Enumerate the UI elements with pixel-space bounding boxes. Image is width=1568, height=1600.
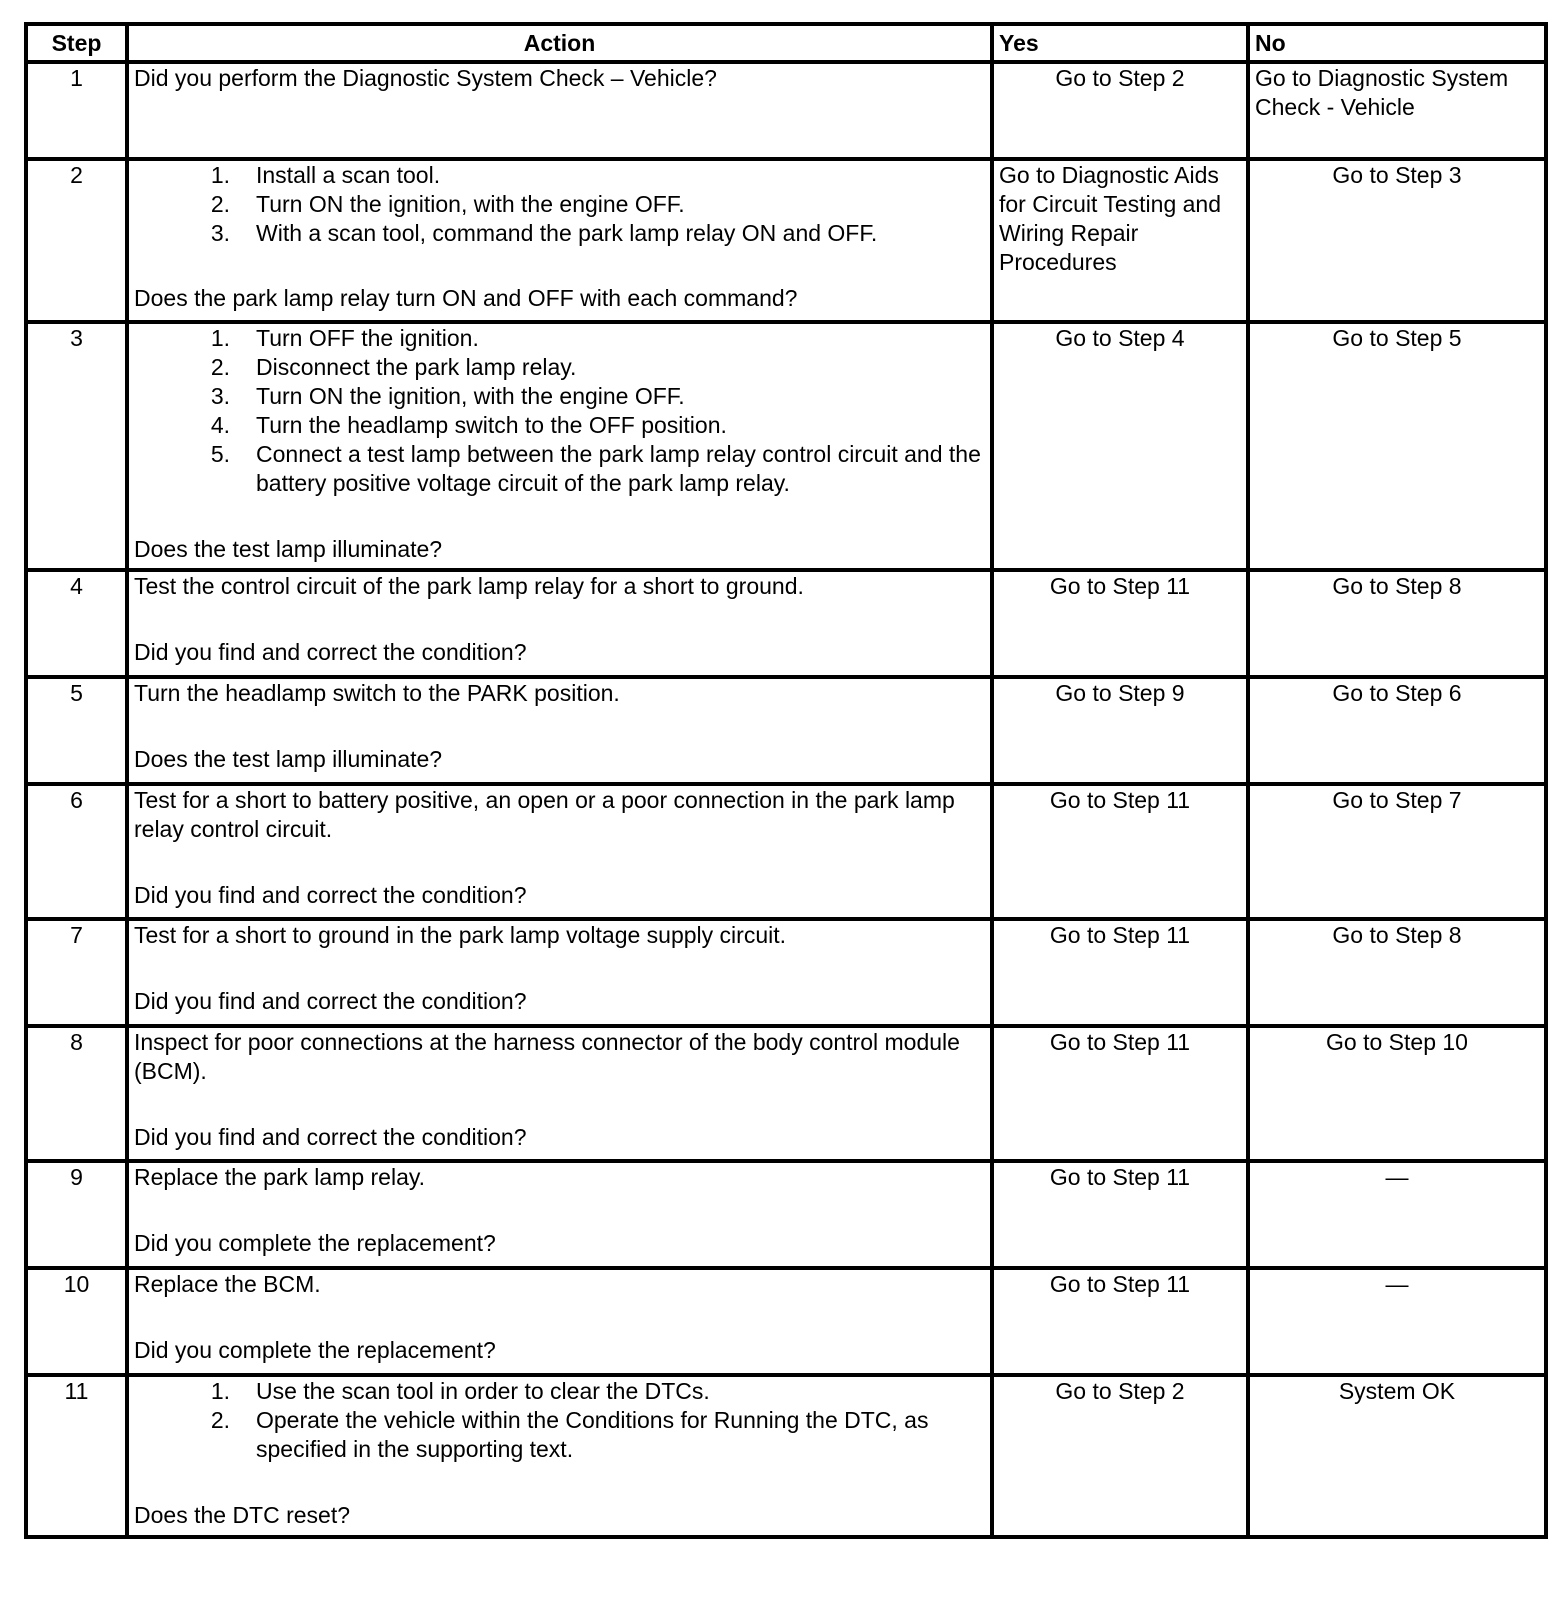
action-cell	[127, 62, 992, 159]
action-cell	[127, 322, 992, 570]
action-question: Does the DTC reset?	[134, 1502, 351, 1528]
yes-cell: Go to Step 11	[992, 784, 1248, 919]
no-cell: Go to Step 7	[1248, 784, 1546, 919]
table-row-step-3	[26, 322, 1546, 570]
no-cell: Go to Step 3	[1248, 159, 1546, 322]
action-text: Turn the headlamp switch to the PARK position.	[134, 680, 620, 706]
action-question: Did you complete the replacement?	[134, 1230, 496, 1256]
table-row-step-6	[26, 784, 1546, 919]
action-text: Replace the BCM.	[134, 1271, 321, 1297]
action-question: Did you find and correct the condition?	[134, 988, 527, 1014]
action-cell	[127, 159, 992, 322]
action-text: Test the control circuit of the park lamp relay for a short to ground.	[134, 573, 804, 599]
header-action: Action	[127, 24, 992, 62]
table-row-step-9	[26, 1161, 1546, 1268]
step-number: 2	[26, 159, 127, 322]
table-row-step-10	[26, 1268, 1546, 1375]
procedure-list	[134, 324, 985, 498]
header-row	[26, 24, 1546, 62]
yes-cell: Go to Step 9	[992, 677, 1248, 784]
list-item: 2. Turn ON the ignition, with the engine OFF.	[210, 191, 685, 217]
list-item: 1. Use the scan tool in order to clear the DTCs.	[210, 1378, 710, 1404]
yes-cell: Go to Step 11	[992, 1026, 1248, 1161]
list-item: 2. Operate the vehicle within the Conditions for Running the DTC, as specified in the supporting text.	[210, 1407, 929, 1462]
step-number: 6	[26, 784, 127, 919]
header-yes: Yes	[992, 24, 1248, 62]
yes-cell: Go to Diagnostic Aids for Circuit Testing and Wiring Repair Procedures	[992, 159, 1248, 322]
list-item: 1. Turn OFF the ignition.	[210, 325, 479, 351]
step-number: 8	[26, 1026, 127, 1161]
no-cell: Go to Diagnostic System Check - Vehicle	[1248, 62, 1546, 159]
action-cell	[127, 677, 992, 784]
action-question: Did you find and correct the condition?	[134, 1124, 527, 1150]
action-question: Does the test lamp illuminate?	[134, 536, 443, 562]
header-step: Step	[26, 24, 127, 62]
table-row-step-4	[26, 570, 1546, 677]
action-cell	[127, 1375, 992, 1537]
list-item: 3. With a scan tool, command the park lamp relay ON and OFF.	[210, 220, 878, 246]
list-item: 3. Turn ON the ignition, with the engine OFF.	[210, 383, 685, 409]
header-no: No	[1248, 24, 1546, 62]
procedure-list	[134, 161, 985, 248]
step-number: 1	[26, 62, 127, 159]
yes-cell: Go to Step 4	[992, 322, 1248, 570]
table-row-step-8	[26, 1026, 1546, 1161]
no-cell: —	[1248, 1161, 1546, 1268]
action-text: Replace the park lamp relay.	[134, 1164, 426, 1190]
step-number: 3	[26, 322, 127, 570]
action-question: Did you find and correct the condition?	[134, 639, 527, 665]
no-cell: Go to Step 10	[1248, 1026, 1546, 1161]
yes-cell: Go to Step 11	[992, 919, 1248, 1026]
no-cell: Go to Step 5	[1248, 322, 1546, 570]
action-text: Did you perform the Diagnostic System Check – Vehicle?	[134, 65, 717, 91]
no-cell: Go to Step 8	[1248, 570, 1546, 677]
no-cell: System OK	[1248, 1375, 1546, 1537]
action-text: Inspect for poor connections at the harness connector of the body control module (BCM).	[134, 1029, 960, 1084]
action-cell	[127, 570, 992, 677]
list-item: 2. Disconnect the park lamp relay.	[210, 354, 577, 380]
action-question: Did you find and correct the condition?	[134, 882, 527, 908]
table-row-step-11	[26, 1375, 1546, 1537]
step-number: 11	[26, 1375, 127, 1537]
no-cell: —	[1248, 1268, 1546, 1375]
yes-cell: Go to Step 11	[992, 1268, 1248, 1375]
yes-cell: Go to Step 2	[992, 62, 1248, 159]
no-cell: Go to Step 8	[1248, 919, 1546, 1026]
list-item: 4. Turn the headlamp switch to the OFF position.	[210, 412, 727, 438]
list-item: 1. Install a scan tool.	[210, 162, 441, 188]
step-number: 5	[26, 677, 127, 784]
action-cell	[127, 1161, 992, 1268]
table-row-step-5	[26, 677, 1546, 784]
diagnostic-table	[24, 22, 1548, 1539]
yes-cell: Go to Step 11	[992, 1161, 1248, 1268]
procedure-list	[134, 1377, 985, 1464]
list-item: 5. Connect a test lamp between the park lamp relay control circuit and the battery positive voltage circuit of the park lamp relay.	[210, 441, 981, 496]
table-row-step-2	[26, 159, 1546, 322]
action-text: Test for a short to battery positive, an open or a poor connection in the park lamp relay control circuit.	[134, 787, 955, 842]
action-cell	[127, 1026, 992, 1161]
step-number: 4	[26, 570, 127, 677]
step-number: 10	[26, 1268, 127, 1375]
no-cell: Go to Step 6	[1248, 677, 1546, 784]
step-number: 7	[26, 919, 127, 1026]
action-text: Test for a short to ground in the park lamp voltage supply circuit.	[134, 922, 786, 948]
diagnostic-page	[24, 22, 1548, 1539]
table-row-step-7	[26, 919, 1546, 1026]
action-cell	[127, 784, 992, 919]
action-question: Does the park lamp relay turn ON and OFF with each command?	[134, 285, 798, 311]
action-question: Does the test lamp illuminate?	[134, 746, 443, 772]
action-question: Did you complete the replacement?	[134, 1337, 496, 1363]
yes-cell: Go to Step 2	[992, 1375, 1248, 1537]
yes-cell: Go to Step 11	[992, 570, 1248, 677]
action-cell	[127, 919, 992, 1026]
step-number: 9	[26, 1161, 127, 1268]
action-cell	[127, 1268, 992, 1375]
table-row-step-1	[26, 62, 1546, 159]
